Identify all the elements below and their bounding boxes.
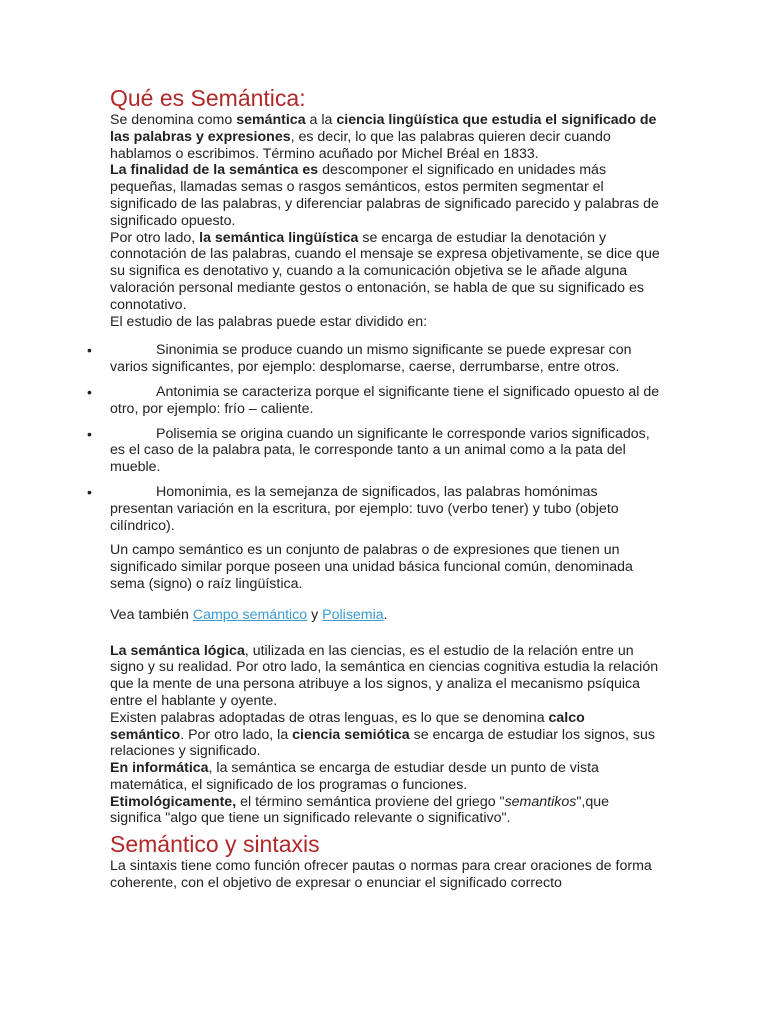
paragraph-definition: Se denomina como semántica a la ciencia lingüística que estudia el significado de las palabras y expresiones, es decir, lo que las palabras quieren decir cuando hablamos o escribimos. Término acuñado por Michel Bréal en 1833. xyxy=(110,112,657,162)
semantic-relations-list xyxy=(87,342,660,534)
bullet-icon: • xyxy=(87,342,92,359)
paragraph-linguistica: Por otro lado, la semántica lingüística se encarga de estudiar la denotación y connotación de las palabras, cuando el mensaje se expresa objetivamente, se dice que su significa es denotativo y, cuando a la comunicación objetiva se le añade alguna valoración personal mediante gestos o entonación, se habla de que su significado es connotativo. xyxy=(110,229,660,313)
list-item: • Sinonimia se produce cuando un mismo significante se puede expresar con varios significantes, por ejemplo: desplomarse, caerse, derrumbarse, entre otros. xyxy=(87,342,632,376)
see-also: Vea también Campo semántico y Polisemia. xyxy=(110,606,388,623)
section-title: Semántico y sintaxis xyxy=(110,831,320,858)
paragraph-campo-semantico: Un campo semántico es un conjunto de palabras o de expresiones que tienen un significado similar porque poseen una unidad básica funcional común, denominada sema (signo) o raíz lingüística. xyxy=(110,542,633,592)
bullet-icon: • xyxy=(87,425,92,442)
paragraph-semantica-logica: La semántica lógica, utilizada en las ciencias, es el estudio de la relación entre un signo y su realidad. Por otro lado, la semántica en ciencias cognitiva estudia la relación que la mente de una persona atribuye a los signos, y analiza el mecanismo psíquica entre el hablante y oyente. xyxy=(110,642,659,709)
paragraph-estudio: El estudio de las palabras puede estar dividido en: xyxy=(110,313,428,330)
link-polisemia[interactable]: Polisemia xyxy=(322,606,384,623)
list-item: • Homonimia, es la semejanza de significados, las palabras homónimas presentan variación en la escritura, por ejemplo: tuvo (verbo tener) y tubo (objeto cilíndrico). xyxy=(87,483,619,534)
paragraph-calco: Existen palabras adoptadas de otras lenguas, es lo que se denomina calco semántico. Por otro lado, la ciencia semiótica se encarga de estudiar los signos, sus relaciones y significado. xyxy=(110,709,655,760)
paragraph-sintaxis: La sintaxis tiene como función ofrecer pautas o normas para crear oraciones de forma coherente, con el objetivo de expresar o enunciar el significado correcto xyxy=(110,858,652,892)
list-item: • Polisemia se origina cuando un significante le corresponde varios significados, es el caso de la palabra pata, le corresponde tanto a un animal como a la pata del mueble. xyxy=(87,425,650,476)
bullet-icon: • xyxy=(87,383,92,400)
paragraph-etimologia: Etimológicamente, el término semántica proviene del griego "semantikos",que significa "algo que tiene un significado relevante o significativo". xyxy=(110,793,609,827)
bullet-icon: • xyxy=(87,483,92,500)
list-item: • Antonimia se caracteriza porque el significante tiene el significado opuesto al de otro, por ejemplo: frío – caliente. xyxy=(87,383,660,417)
paragraph-finalidad: La finalidad de la semántica es descomponer el significado en unidades más pequeñas, llamadas semas o rasgos semánticos, estos permiten segmentar el significado de las palabras, y diferenciar palabras de significado parecido y palabras de significado opuesto. xyxy=(110,162,659,229)
link-campo-semantico[interactable]: Campo semántico xyxy=(192,606,308,623)
article-body xyxy=(87,84,660,892)
page-title: Qué es Semántica: xyxy=(110,85,306,111)
paragraph-informatica: En informática, la semántica se encarga de estudiar desde un punto de vista matemática, el significado de los programas o funciones. xyxy=(110,760,599,793)
